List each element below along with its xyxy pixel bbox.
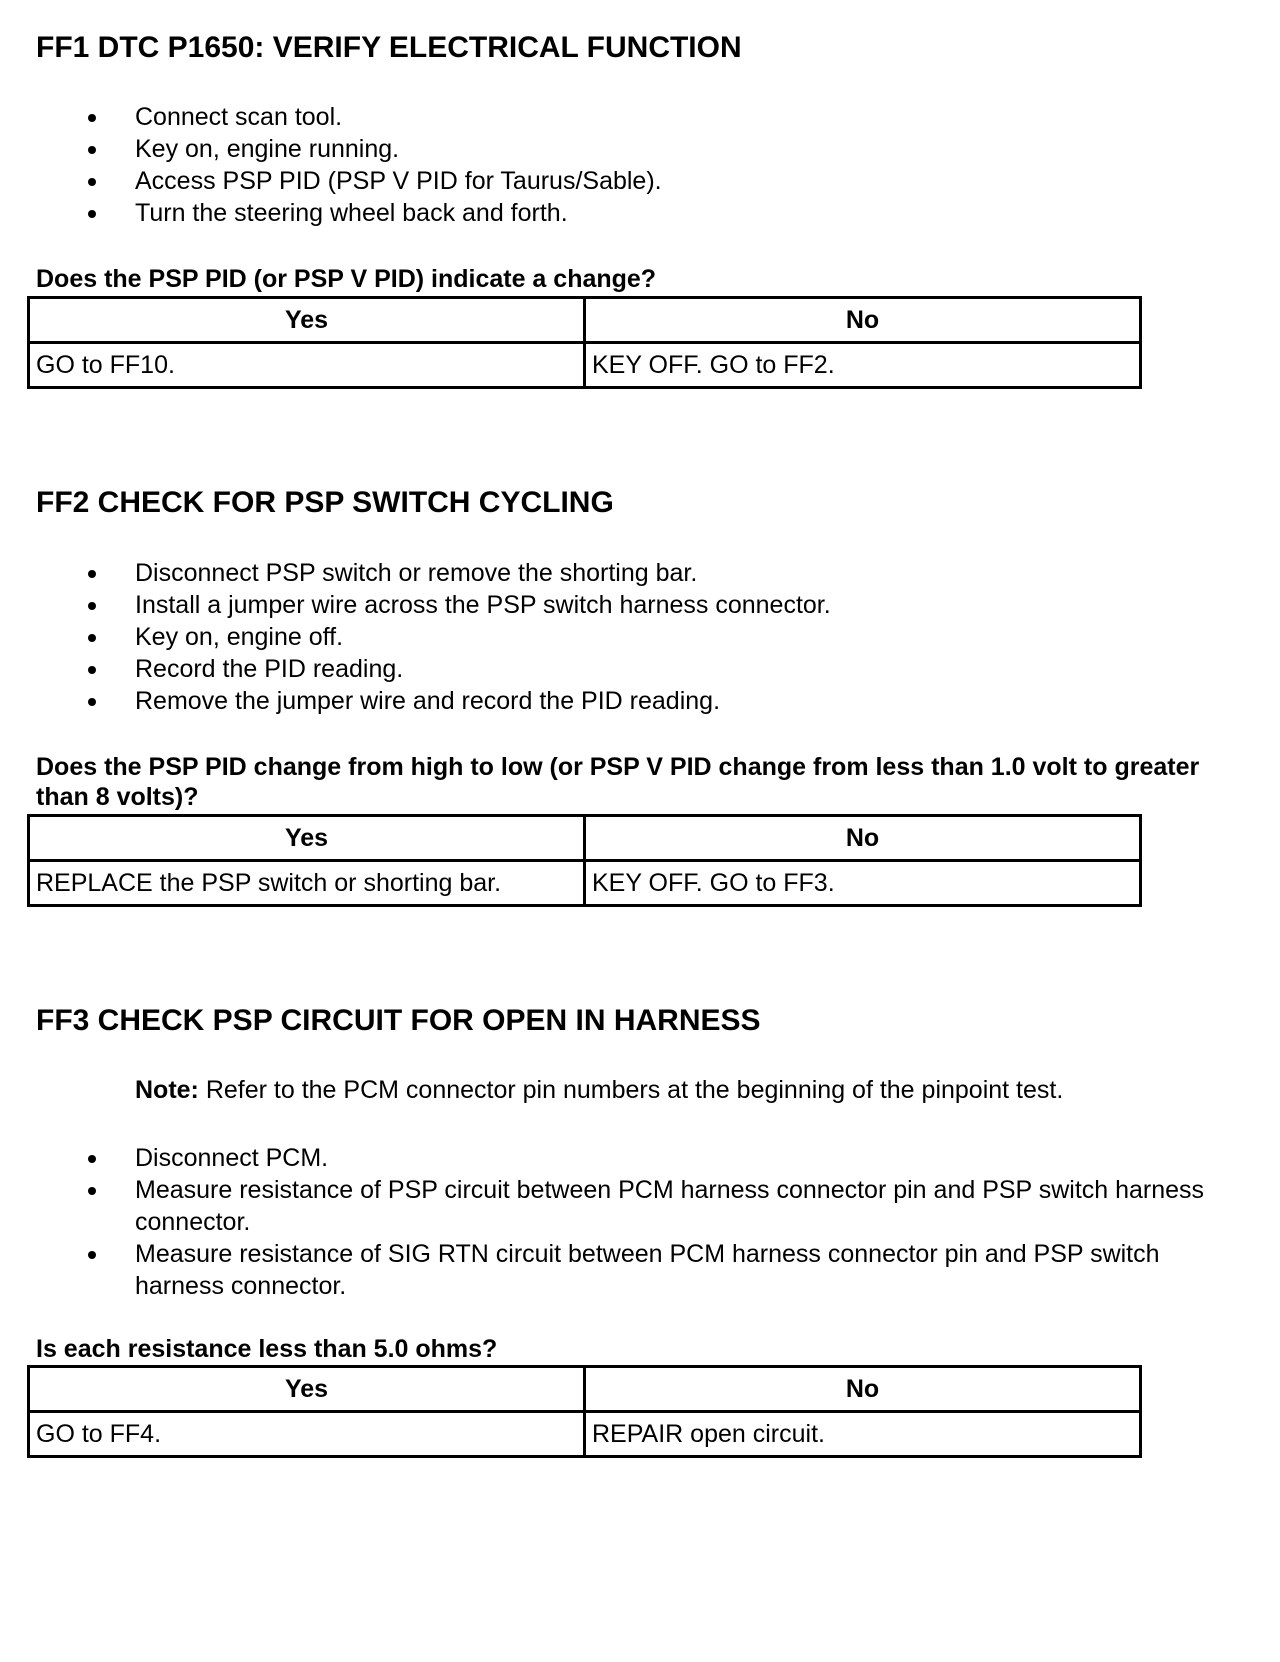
yes-header: Yes (29, 1367, 585, 1412)
ff2-heading: FF2 CHECK FOR PSP SWITCH CYCLING (36, 486, 614, 519)
table-header-row (29, 298, 1141, 343)
yes-header: Yes (29, 298, 585, 343)
table-row (29, 343, 1141, 388)
no-action: KEY OFF. GO to FF3. (585, 861, 1141, 906)
no-header: No (585, 298, 1141, 343)
list-item: Key on, engine running. (0, 133, 1215, 165)
note-text: Refer to the PCM connector pin numbers at the beginning of the pinpoint test. (198, 1076, 1064, 1104)
list-item: Disconnect PCM. (0, 1142, 1215, 1174)
bullet-icon (88, 634, 96, 642)
table-row (29, 1412, 1141, 1457)
list-item: Access PSP PID (PSP V PID for Taurus/Sable). (0, 165, 1215, 197)
ff2-steps-list (0, 557, 1215, 717)
list-item: Turn the steering wheel back and forth. (0, 197, 1215, 229)
list-item: Install a jumper wire across the PSP switch harness connector. (0, 589, 1215, 621)
bullet-icon (88, 570, 96, 578)
ff3-question: Is each resistance less than 5.0 ohms? (36, 1335, 498, 1363)
bullet-icon (88, 210, 96, 218)
ff3-note (135, 1074, 1063, 1106)
table-header-row (29, 816, 1141, 861)
list-item: Connect scan tool. (0, 101, 1215, 133)
list-item: Disconnect PSP switch or remove the shorting bar. (0, 557, 1215, 589)
bullet-icon (88, 146, 96, 154)
ff3-answer-table (27, 1365, 1142, 1458)
table-header-row (29, 1367, 1141, 1412)
yes-action: REPLACE the PSP switch or shorting bar. (29, 861, 585, 906)
bullet-icon (88, 666, 96, 674)
no-header: No (585, 1367, 1141, 1412)
list-item: Measure resistance of SIG RTN circuit between PCM harness connector pin and PSP switch harness connector. (0, 1238, 1215, 1302)
list-item: Record the PID reading. (0, 653, 1215, 685)
note-label: Note: (135, 1076, 199, 1104)
list-item: Key on, engine off. (0, 621, 1215, 653)
yes-action: GO to FF10. (29, 343, 585, 388)
ff1-steps-list (0, 101, 1215, 229)
ff2-answer-table (27, 814, 1142, 907)
bullet-icon (88, 178, 96, 186)
list-item: Measure resistance of PSP circuit between PCM harness connector pin and PSP switch harness connector. (0, 1174, 1215, 1238)
ff3-heading: FF3 CHECK PSP CIRCUIT FOR OPEN IN HARNESS (36, 1004, 761, 1037)
list-item: Remove the jumper wire and record the PID reading. (0, 685, 1215, 717)
bullet-icon (88, 1155, 96, 1163)
ff1-heading: FF1 DTC P1650: VERIFY ELECTRICAL FUNCTION (36, 31, 742, 64)
bullet-icon (88, 114, 96, 122)
yes-action: GO to FF4. (29, 1412, 585, 1457)
bullet-icon (88, 698, 96, 706)
ff2-question: Does the PSP PID change from high to low (or PSP V PID change from less than 1.0 volt to greater than 8 volts)? (36, 753, 1200, 811)
no-header: No (585, 816, 1141, 861)
bullet-icon (88, 602, 96, 610)
ff3-steps-list (0, 1142, 1215, 1302)
table-row (29, 861, 1141, 906)
ff1-question: Does the PSP PID (or PSP V PID) indicate a change? (36, 265, 657, 293)
no-action: KEY OFF. GO to FF2. (585, 343, 1141, 388)
no-action: REPAIR open circuit. (585, 1412, 1141, 1457)
ff1-answer-table (27, 296, 1142, 389)
yes-header: Yes (29, 816, 585, 861)
bullet-icon (88, 1251, 96, 1259)
bullet-icon (88, 1187, 96, 1195)
